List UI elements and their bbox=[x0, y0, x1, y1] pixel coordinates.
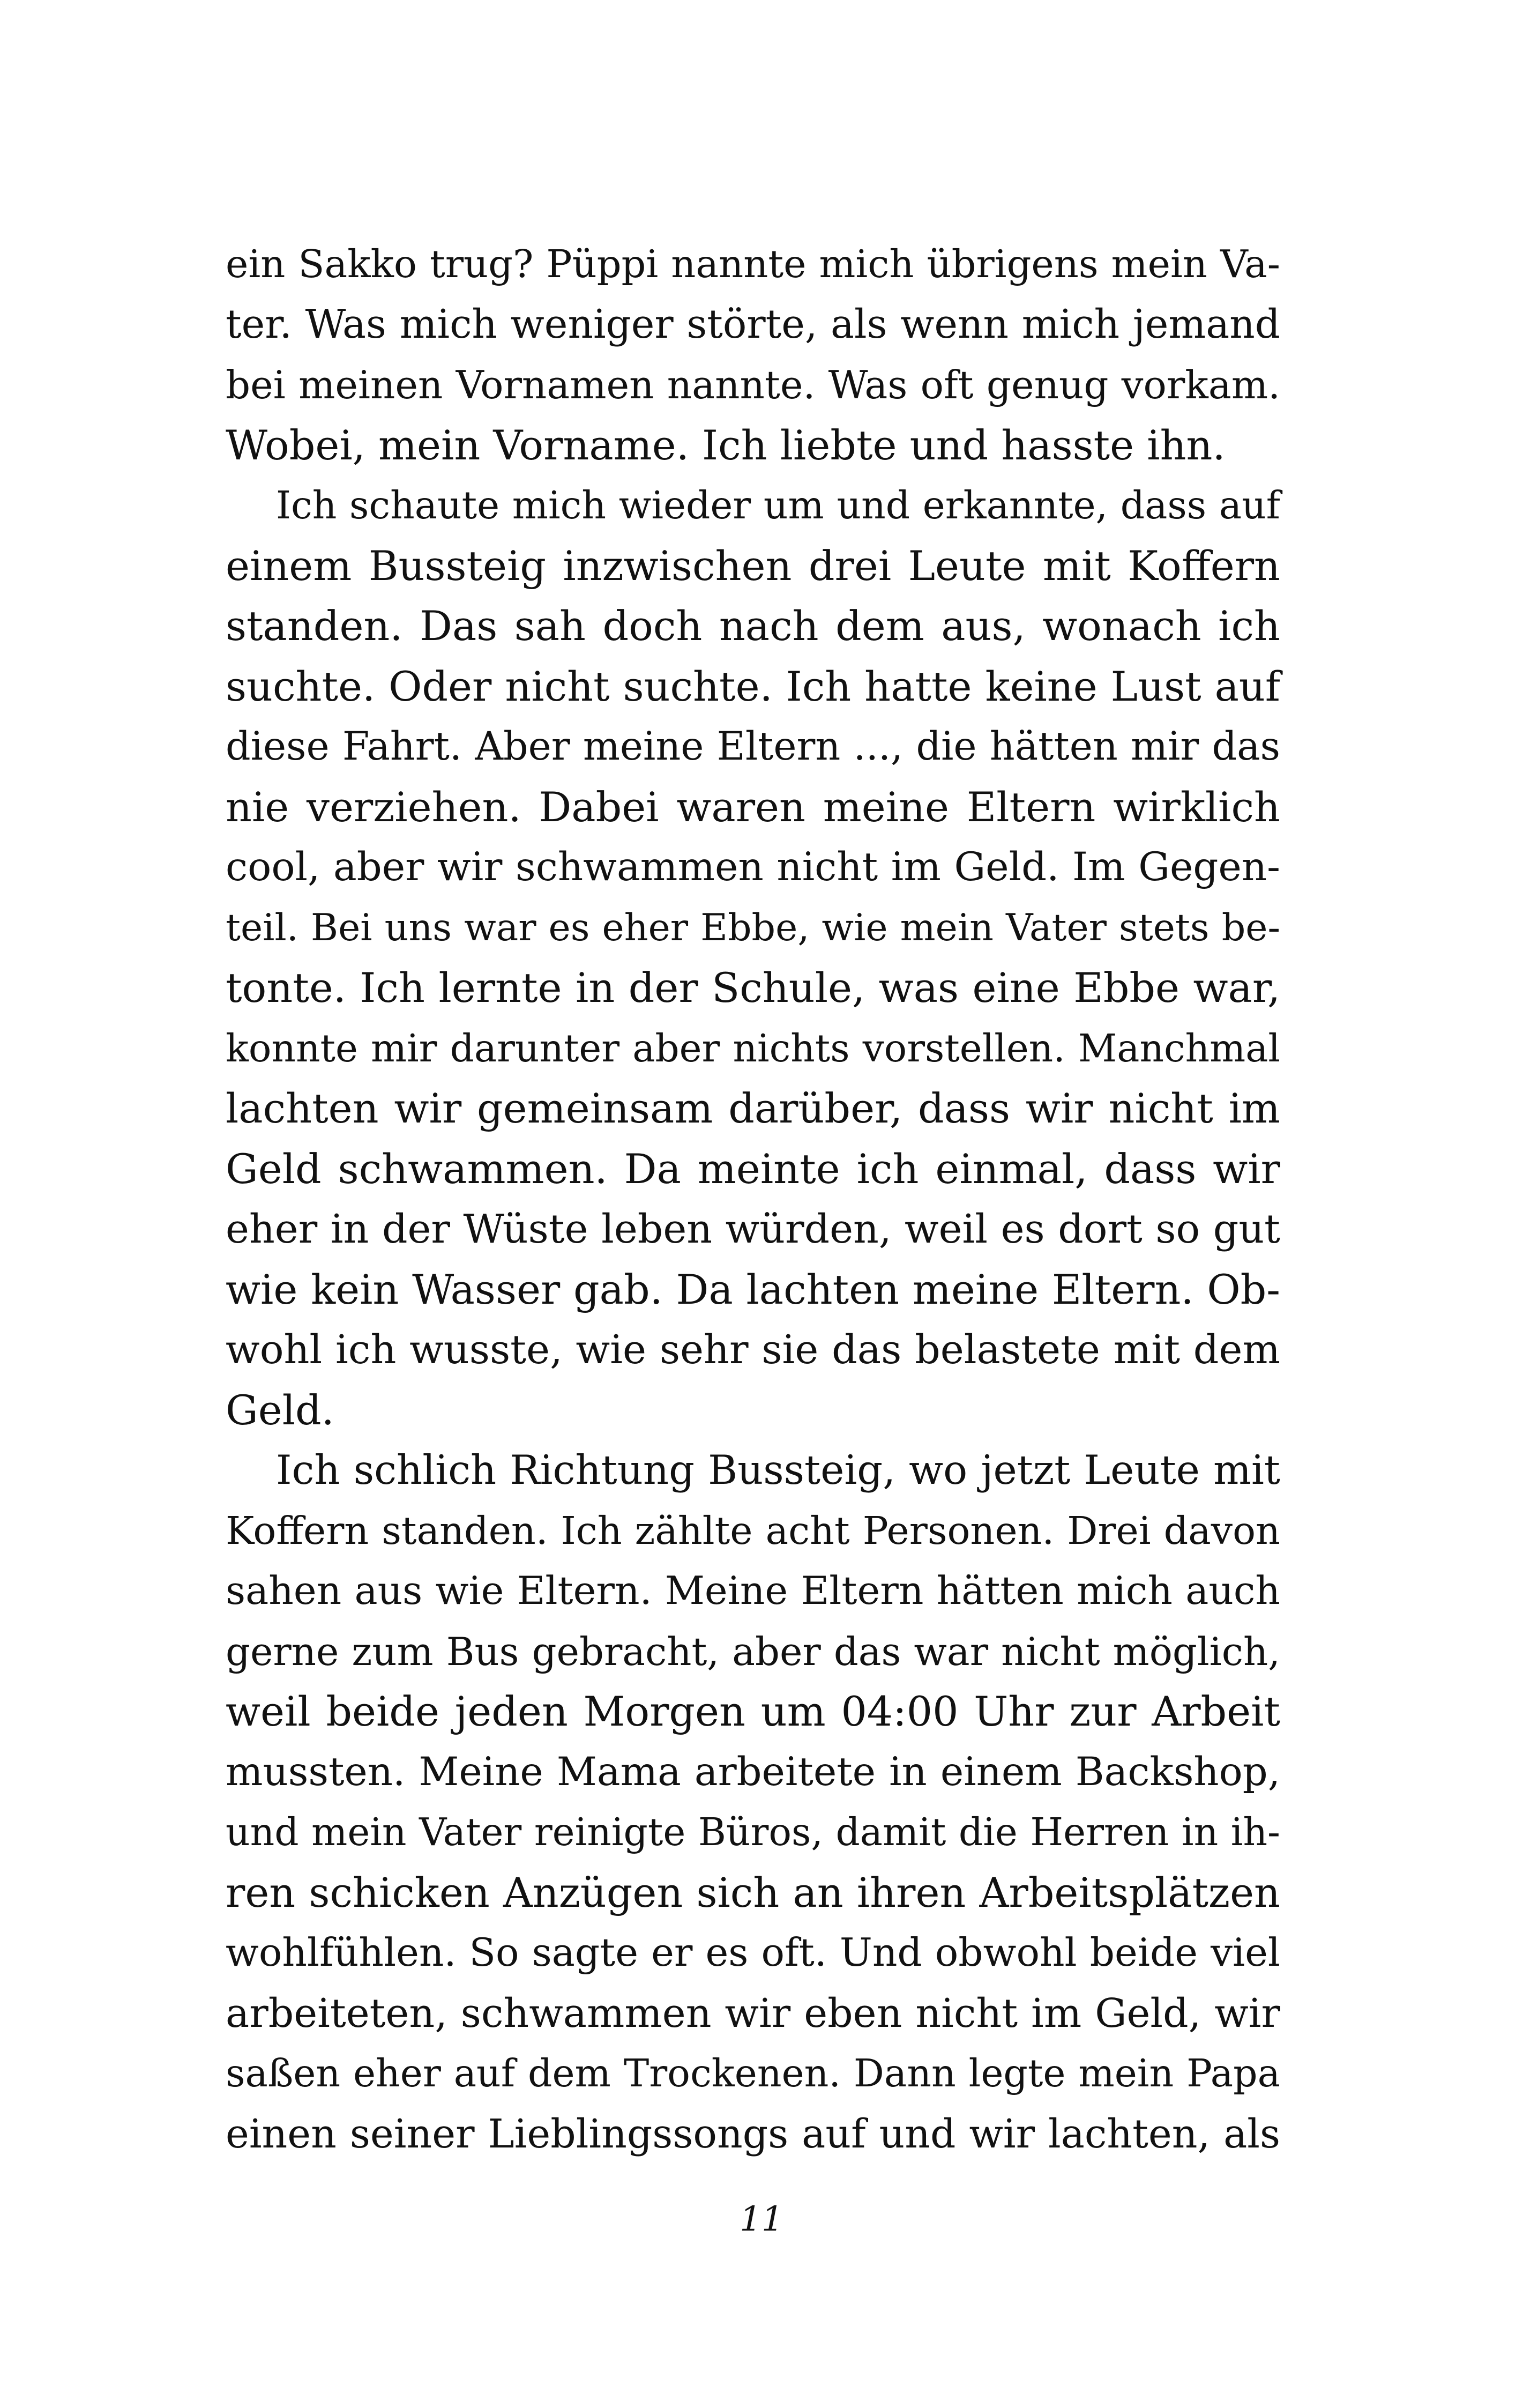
text-line: einem Bussteig inzwischen drei Leute mit Koffern bbox=[226, 541, 1280, 590]
text-line: Geld. bbox=[226, 1386, 334, 1434]
paragraph-3 bbox=[226, 1440, 1280, 2164]
text-line: wohlfühlen. So sagte er es oft. Und obwohl beide viel bbox=[226, 1930, 1280, 1975]
text-line: konnte mir darunter aber nichts vorstellen. Manchmal bbox=[226, 1025, 1280, 1071]
text-line: Ich schlich Richtung Bussteig, wo jetzt Leute mit bbox=[276, 1447, 1280, 1493]
text-line: cool, aber wir schwammen nicht im Geld. Im Gegen- bbox=[226, 844, 1280, 890]
text-line: Koffern standen. Ich zählte acht Personen. Drei davon bbox=[226, 1508, 1280, 1553]
text-line: teil. Bei uns war es eher Ebbe, wie mein Vater stets be- bbox=[226, 905, 1280, 949]
text-line: ter. Was mich weniger störte, als wenn mich jemand bbox=[226, 301, 1280, 347]
text-line: lachten wir gemeinsam darüber, dass wir nicht im bbox=[226, 1084, 1280, 1132]
text-line: einen seiner Lieblingssongs auf und wir lachten, als bbox=[226, 2110, 1280, 2157]
text-line: Ich schaute mich wieder um und erkannte, dass auf bbox=[276, 483, 1280, 527]
text-line: standen. Das sah doch nach dem aus, wonach ich bbox=[226, 602, 1280, 650]
text-line: arbeiteten, schwammen wir eben nicht im Geld, wir bbox=[226, 1989, 1280, 2037]
text-line: sahen aus wie Eltern. Meine Eltern hätten mich auch bbox=[226, 1569, 1280, 1614]
text-line: und mein Vater reinigte Büros, damit die Herren in ih- bbox=[226, 1810, 1280, 1854]
text-line: Wobei, mein Vorname. Ich liebte und hasste ihn. bbox=[226, 421, 1226, 469]
page-number: 11 bbox=[740, 2199, 783, 2239]
text-line: bei meinen Vornamen nannte. Was oft genug vorkam. bbox=[226, 362, 1280, 407]
paragraph-1 bbox=[226, 234, 1280, 475]
text-line: gerne zum Bus gebracht, aber das war nicht möglich, bbox=[226, 1629, 1280, 1674]
text-line: Geld schwammen. Da meinte ich einmal, dass wir bbox=[226, 1144, 1280, 1193]
text-line: ren schicken Anzügen sich an ihren Arbeitsplätzen bbox=[226, 1868, 1280, 1916]
text-line: ein Sakko trug? Püppi nannte mich übrigens mein Va- bbox=[226, 242, 1280, 286]
text-line: suchte. Oder nicht suchte. Ich hatte keine Lust auf bbox=[226, 662, 1280, 710]
text-line: eher in der Wüste leben würden, weil es dort so gut bbox=[226, 1206, 1280, 1252]
text-line: wie kein Wasser gab. Da lachten meine Eltern. Ob- bbox=[226, 1265, 1280, 1313]
text-line: tonte. Ich lernte in der Schule, was eine Ebbe war, bbox=[226, 964, 1280, 1012]
body-text bbox=[226, 234, 1280, 2164]
text-line: weil beide jeden Morgen um 04:00 Uhr zur Arbeit bbox=[226, 1688, 1280, 1735]
text-line: saßen eher auf dem Trockenen. Dann legte mein Papa bbox=[226, 2051, 1280, 2095]
text-line: nie verziehen. Dabei waren meine Eltern wirklich bbox=[226, 783, 1280, 831]
text-line: mussten. Meine Mama arbeitete in einem Backshop, bbox=[226, 1749, 1280, 1795]
text-line: diese Fahrt. Aber meine Eltern ..., die hätten mir das bbox=[226, 724, 1280, 769]
paragraph-2 bbox=[226, 475, 1280, 1440]
text-line: wohl ich wusste, wie sehr sie das belastete mit dem bbox=[226, 1326, 1280, 1373]
